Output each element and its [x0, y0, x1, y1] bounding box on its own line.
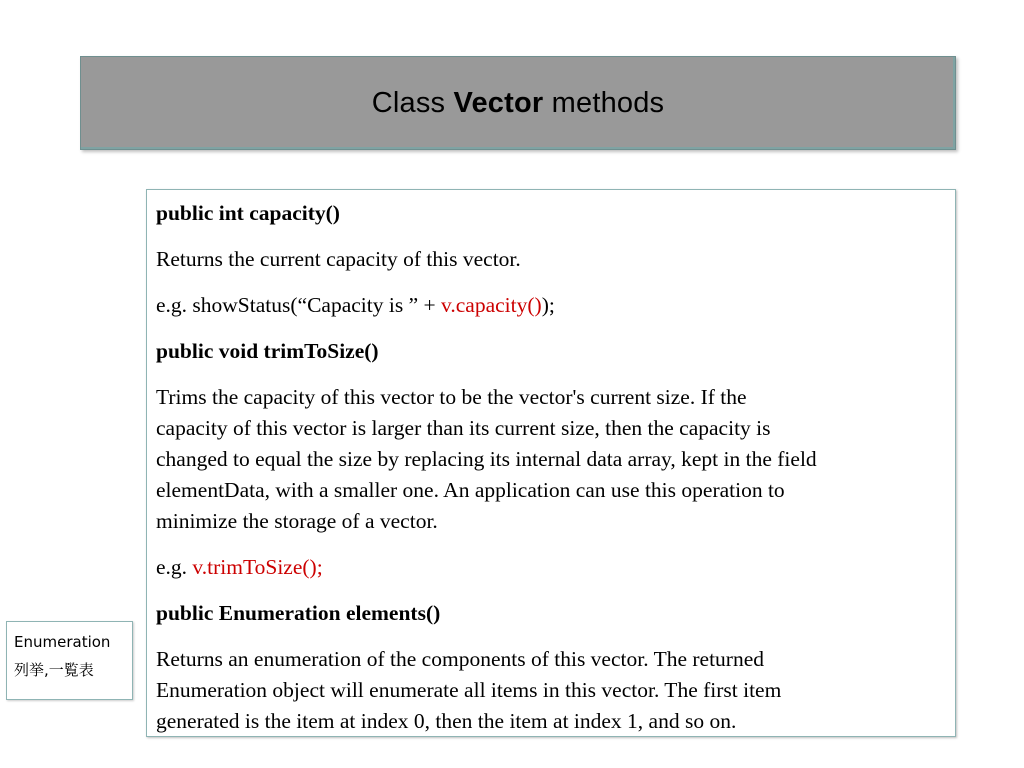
trim-desc-line: Trims the capacity of this vector to be the vector's current size. If the — [156, 385, 747, 409]
elements-description — [156, 644, 947, 737]
elements-desc-line: Enumeration object will enumerate all items in this vector. The first item — [156, 678, 782, 702]
trim-example-prefix: e.g. — [156, 555, 193, 579]
note-term: Enumeration — [14, 633, 111, 651]
title-suffix: methods — [543, 86, 665, 119]
trim-description — [156, 382, 947, 537]
capacity-example — [156, 290, 947, 321]
title-class-name: Vector — [453, 86, 544, 119]
capacity-example-suffix: ); — [541, 293, 555, 317]
elements-desc-line: generated is the item at index 0, then the item at index 1, and so on. — [156, 709, 737, 733]
capacity-example-code: v.capacity() — [441, 293, 542, 317]
trim-method-heading: public void trimToSize() — [156, 339, 379, 363]
trim-desc-line: changed to equal the size by replacing its internal data array, kept in the field — [156, 447, 817, 471]
enumeration-note — [6, 621, 133, 700]
elements-method-heading: public Enumeration elements() — [156, 601, 441, 625]
note-translation: 列挙,一覧表 — [14, 661, 94, 679]
trim-desc-line: capacity of this vector is larger than its current size, then the capacity is — [156, 416, 771, 440]
capacity-method-heading: public int capacity() — [156, 201, 340, 225]
capacity-description: Returns the current capacity of this vector. — [156, 247, 521, 271]
slide-title — [372, 87, 665, 120]
title-banner — [80, 56, 956, 150]
title-prefix: Class — [371, 86, 454, 119]
capacity-example-prefix: e.g. showStatus(“Capacity is ” + — [156, 293, 442, 317]
trim-example-code: v.trimToSize(); — [192, 555, 323, 579]
content-panel — [146, 189, 956, 737]
trim-desc-line: minimize the storage of a vector. — [156, 509, 438, 533]
elements-desc-line: Returns an enumeration of the components of this vector. The returned — [156, 647, 765, 671]
trim-desc-line: elementData, with a smaller one. An application can use this operation to — [156, 478, 785, 502]
trim-example — [156, 552, 947, 583]
